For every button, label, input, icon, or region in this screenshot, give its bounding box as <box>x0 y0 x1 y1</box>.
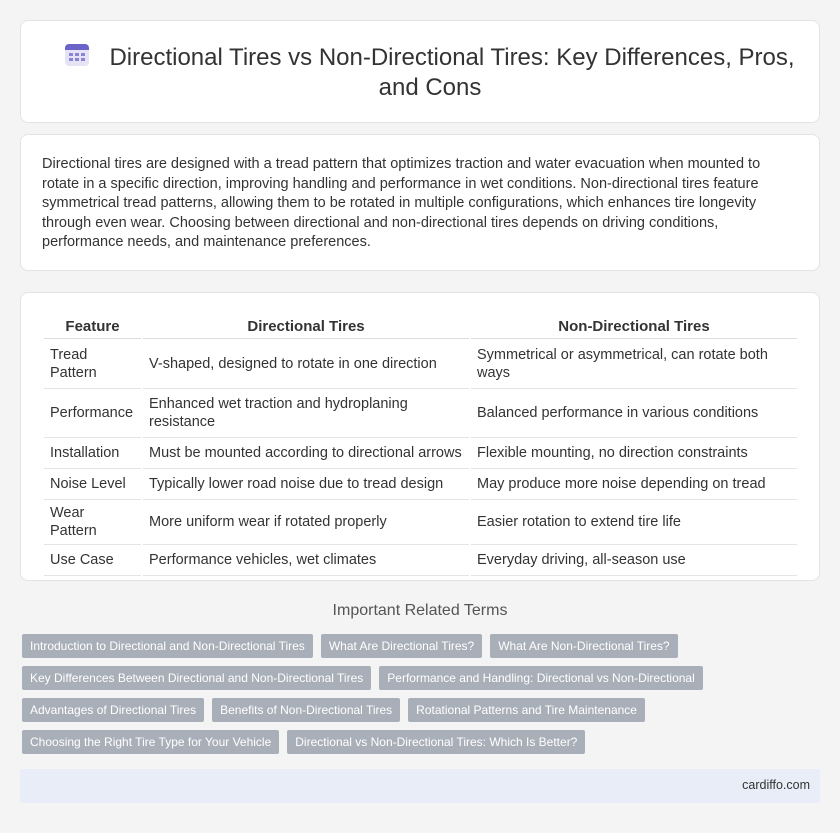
title-card <box>20 20 820 123</box>
table-row <box>44 469 797 500</box>
header-directional: Directional Tires <box>143 315 469 339</box>
related-term-tag[interactable]: Introduction to Directional and Non-Directional Tires <box>22 634 313 658</box>
tag-row <box>22 634 818 666</box>
directional-cell: More uniform wear if rotated properly <box>143 500 469 545</box>
page-header <box>61 43 799 103</box>
non-directional-cell: May produce more noise depending on tread <box>471 469 797 500</box>
related-term-tag[interactable]: Choosing the Right Tire Type for Your Vehicle <box>22 730 279 754</box>
related-terms-heading: Important Related Terms <box>332 602 508 619</box>
header-non-directional: Non-Directional Tires <box>471 315 797 339</box>
intro-paragraph: Directional tires are designed with a tread pattern that optimizes traction and water evacuation when mounted to rotate in a specific direction, improving handling and performance in wet conditions. Non-directional tires feature symmetrical tread patterns, allowing them to be rotated in multiple configurations, which enhances tire longevity through even wear. Choosing between directional and non-directional tires depends on driving conditions, performance needs, and maintenance preferences. <box>42 156 761 251</box>
comparison-table-card <box>20 292 820 581</box>
non-directional-cell: Balanced performance in various conditions <box>471 389 797 438</box>
tag-row <box>22 698 818 730</box>
related-terms-tags <box>22 634 818 762</box>
table-row <box>44 545 797 576</box>
feature-cell: Wear Pattern <box>44 500 141 545</box>
related-term-tag[interactable]: Performance and Handling: Directional vs Non-Directional <box>379 666 702 690</box>
non-directional-cell: Symmetrical or asymmetrical, can rotate both ways <box>471 339 797 389</box>
feature-cell: Use Case <box>44 545 141 576</box>
calendar-grid-icon <box>65 44 89 66</box>
table-row <box>44 389 797 438</box>
table-row <box>44 438 797 469</box>
table-header-row <box>44 315 797 339</box>
footer-site-name: cardiffo.com <box>742 778 810 792</box>
page-title: Directional Tires vs Non-Directional Tires: Key Differences, Pros, and Cons <box>109 44 795 101</box>
table-row <box>44 339 797 389</box>
related-term-tag[interactable]: What Are Directional Tires? <box>321 634 482 658</box>
footer <box>20 769 820 803</box>
directional-cell: V-shaped, designed to rotate in one direction <box>143 339 469 389</box>
related-term-tag[interactable]: What Are Non-Directional Tires? <box>490 634 677 658</box>
non-directional-cell: Flexible mounting, no direction constraints <box>471 438 797 469</box>
directional-cell: Typically lower road noise due to tread design <box>143 469 469 500</box>
feature-cell: Noise Level <box>44 469 141 500</box>
related-term-tag[interactable]: Benefits of Non-Directional Tires <box>212 698 400 722</box>
feature-cell: Performance <box>44 389 141 438</box>
table-row <box>44 500 797 545</box>
tag-row <box>22 666 818 698</box>
related-term-tag[interactable]: Advantages of Directional Tires <box>22 698 204 722</box>
related-term-tag[interactable]: Directional vs Non-Directional Tires: Which Is Better? <box>287 730 585 754</box>
header-feature: Feature <box>44 315 141 339</box>
comparison-table <box>42 315 799 576</box>
directional-cell: Must be mounted according to directional arrows <box>143 438 469 469</box>
related-term-tag[interactable]: Key Differences Between Directional and Non-Directional Tires <box>22 666 371 690</box>
directional-cell: Enhanced wet traction and hydroplaning resistance <box>143 389 469 438</box>
related-term-tag[interactable]: Rotational Patterns and Tire Maintenance <box>408 698 645 722</box>
intro-card <box>20 134 820 271</box>
non-directional-cell: Everyday driving, all-season use <box>471 545 797 576</box>
feature-cell: Installation <box>44 438 141 469</box>
non-directional-cell: Easier rotation to extend tire life <box>471 500 797 545</box>
feature-cell: Tread Pattern <box>44 339 141 389</box>
tag-row <box>22 730 818 762</box>
directional-cell: Performance vehicles, wet climates <box>143 545 469 576</box>
